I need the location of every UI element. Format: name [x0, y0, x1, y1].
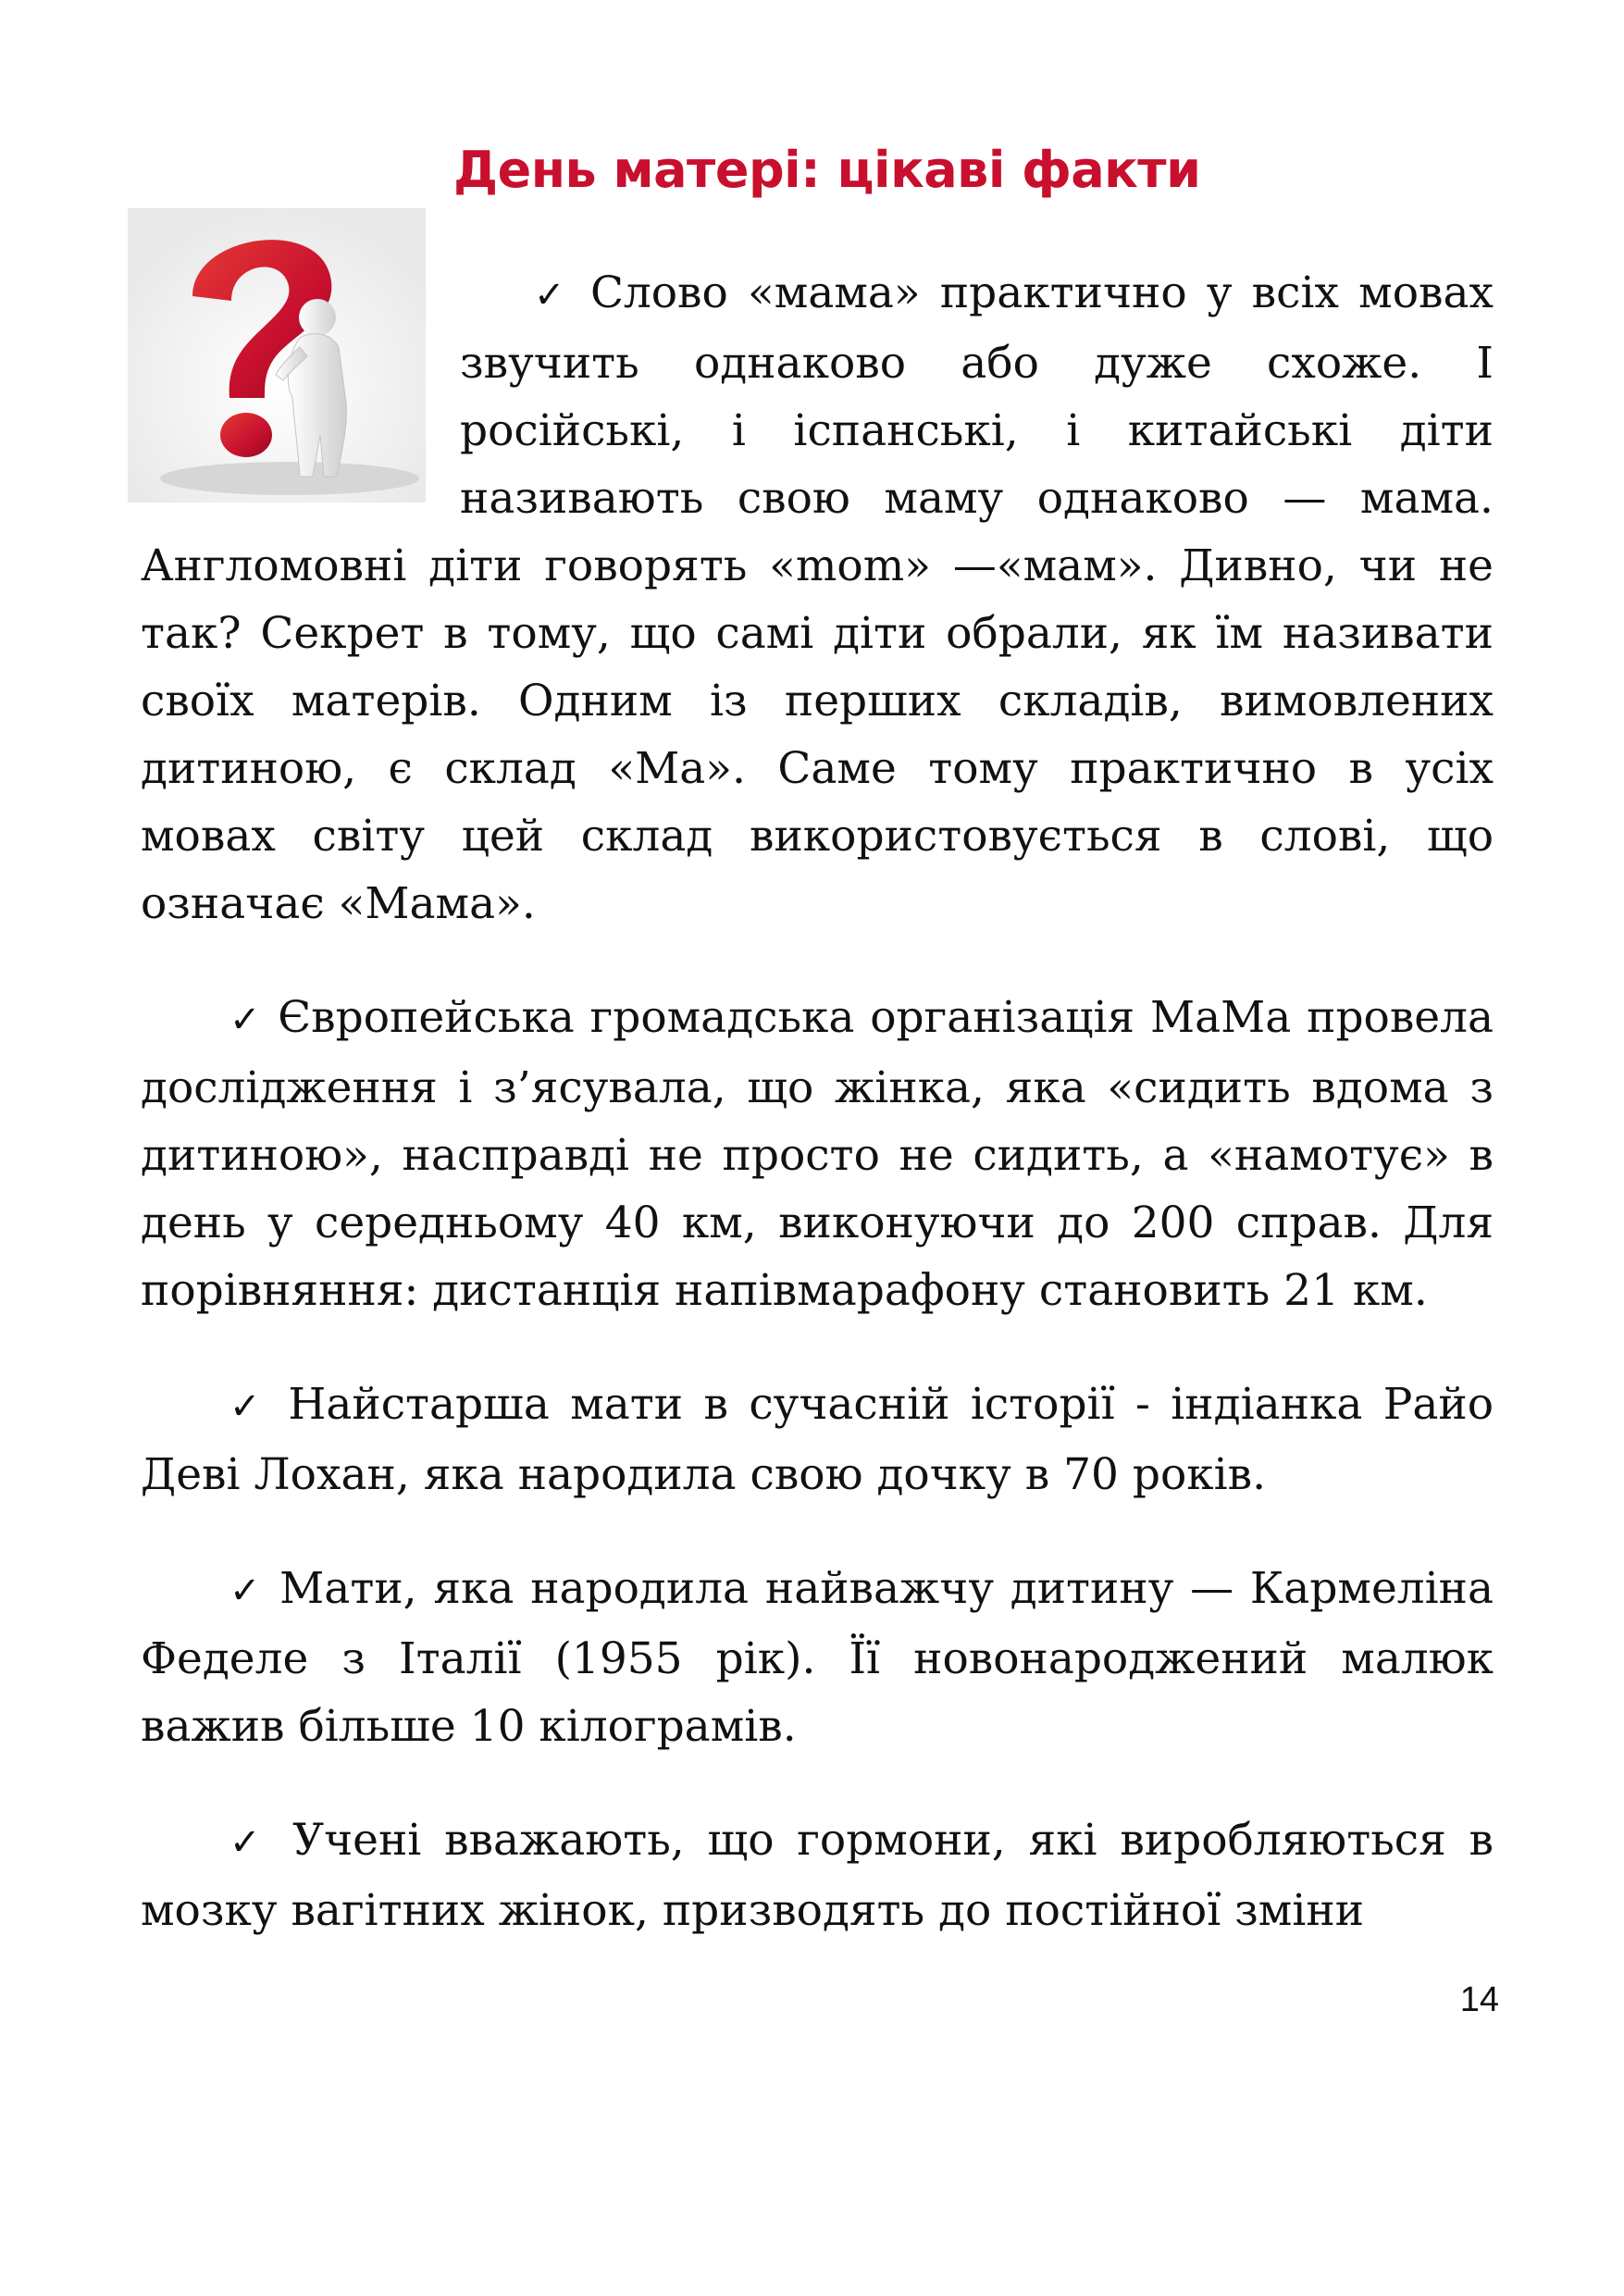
checkmark-icon: ✓ [534, 274, 571, 316]
fact-text: Слово «мама» практично у всіх мовах звучить однаково або дуже схоже. І російські, і іспанські, і китайські діти називають свою маму однаково — мама. Англомовні діти говорять «mom» —«мам». Дивно, чи не так? Секрет в тому, що самі діти обрали, як їм називати своїх матерів. Одним із перших складів, вимовлених дитиною, є склад «Ма». Саме тому практично в усіх мовах світу цей склад використовується в слові, що означає «Мама». [141, 267, 1494, 929]
checkmark-icon: ✓ [229, 1570, 264, 1612]
page-number: 14 [1459, 1980, 1499, 2019]
checkmark-icon: ✓ [229, 1385, 267, 1428]
page-title: День матері: цікаві факти [453, 141, 1201, 199]
fact-paragraph [141, 984, 1494, 1324]
fact-paragraph [141, 1555, 1494, 1760]
fact-text: Найстарша мати в сучасній історії - індіанка Райо Деві Лохан, яка народила свою дочку в 70 років. [141, 1379, 1494, 1500]
checkmark-icon: ✓ [229, 1821, 270, 1864]
fact-paragraph [141, 1806, 1494, 1944]
fact-text: Європейська громадська організація МаМа провела дослідження і з’ясувала, що жінка, яка «сидить вдома з дитиною», насправді не просто не сидить, а «намотує» в день у середньому 40 км, виконуючи до 200 справ. Для порівняння: дистанція напівмарафону становить 21 км. [141, 992, 1494, 1316]
illustration-spacer [141, 259, 460, 529]
fact-text: Учені вважають, що гормони, які виробляються в мозку вагітних жінок, призводять до постійної зміни [141, 1815, 1494, 1936]
fact-text: Мати, яка народила найважчу дитину — Кармеліна Феделе з Італії (1955 рік). Її новонароджений малюк важив більше 10 кілограмів. [141, 1563, 1494, 1752]
article-body [141, 259, 1494, 1944]
checkmark-icon: ✓ [229, 999, 263, 1041]
fact-paragraph [141, 1371, 1494, 1508]
